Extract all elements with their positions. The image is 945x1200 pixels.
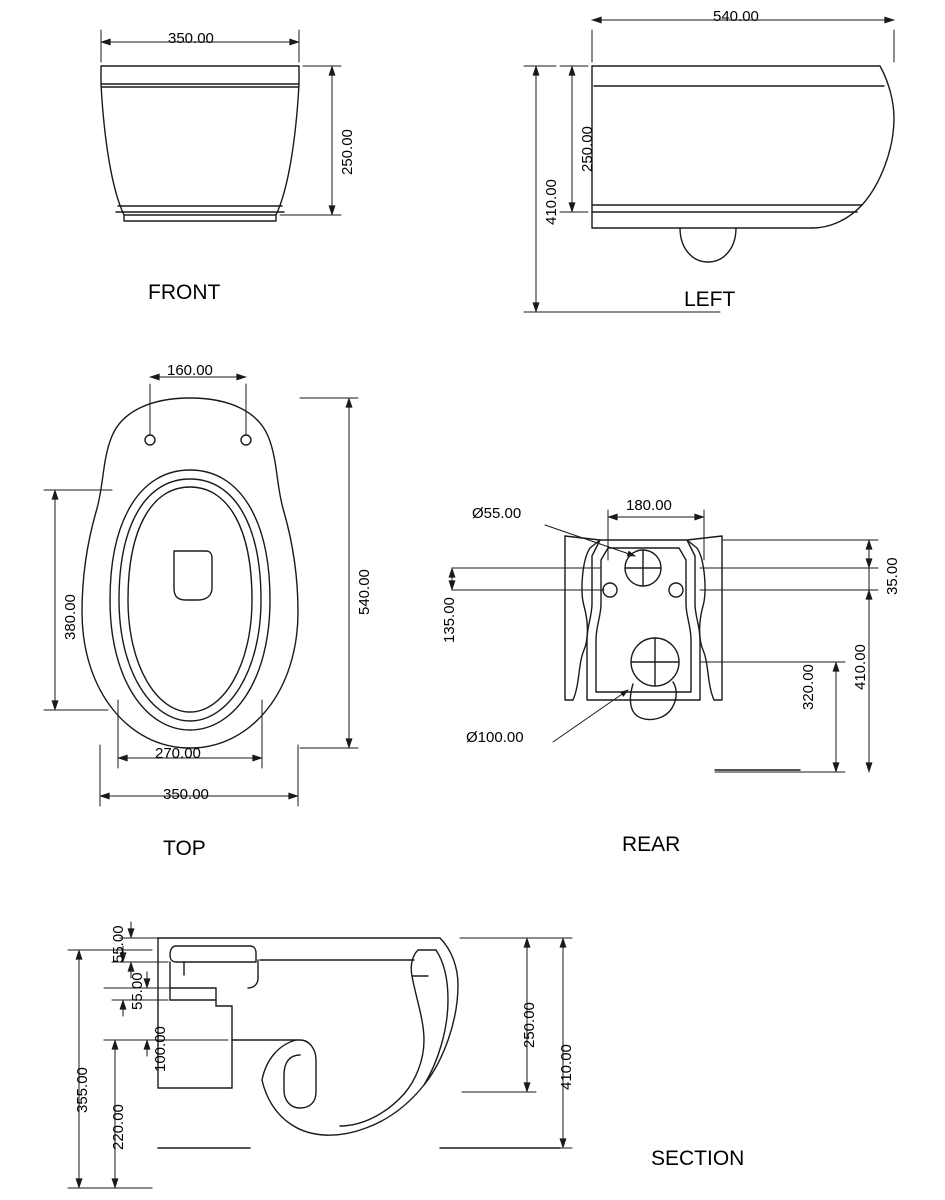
dim-front-width: 350.00	[168, 30, 214, 47]
top-dimension-lines	[44, 377, 358, 806]
dim-section-inlet-offset: 55.00	[129, 972, 146, 1010]
dim-rear-total-height: 410.00	[852, 644, 869, 690]
dim-top-bowl-length: 380.00	[62, 594, 79, 640]
section-dimension-lines	[68, 922, 572, 1188]
dim-section-outlet-dia: 100.00	[152, 1026, 169, 1072]
view-label-left: LEFT	[684, 288, 736, 311]
section-view-geometry	[158, 938, 560, 1148]
dim-top-fixing-centres: 160.00	[167, 362, 213, 379]
dim-section-total-height: 410.00	[558, 1044, 575, 1090]
front-view-geometry	[101, 66, 299, 221]
dim-rear-fixing-height: 135.00	[441, 597, 458, 643]
dim-section-rim-thickness: 55.00	[110, 925, 127, 963]
dim-top-length: 540.00	[356, 569, 373, 615]
view-label-top: TOP	[163, 837, 206, 860]
top-view-geometry	[82, 398, 298, 748]
dim-left-total-height: 410.00	[543, 179, 560, 225]
view-label-rear: REAR	[622, 833, 681, 856]
rear-view-geometry	[565, 536, 800, 770]
dim-left-depth: 540.00	[713, 8, 759, 25]
dim-top-width: 350.00	[163, 786, 209, 803]
dim-section-bowl-height: 250.00	[521, 1002, 538, 1048]
dim-top-bowl-width: 270.00	[155, 745, 201, 762]
dim-front-height: 250.00	[339, 129, 356, 175]
dim-section-height-to-inlet: 355.00	[74, 1067, 91, 1113]
view-label-section: SECTION	[651, 1147, 745, 1170]
view-label-front: FRONT	[148, 281, 221, 304]
left-view-geometry	[592, 66, 894, 262]
dim-section-height-to-outlet: 220.00	[110, 1104, 127, 1150]
dim-rear-outlet-dia: Ø100.00	[466, 729, 524, 746]
dim-rear-fixing-centres: 180.00	[626, 497, 672, 514]
dim-rear-top-offset: 35.00	[884, 557, 901, 595]
dim-rear-flush-inlet-dia: Ø55.00	[472, 505, 522, 522]
dim-left-bowl-height: 250.00	[579, 126, 596, 172]
dim-rear-outlet-height: 320.00	[800, 664, 817, 710]
front-dimension-lines	[101, 30, 341, 215]
